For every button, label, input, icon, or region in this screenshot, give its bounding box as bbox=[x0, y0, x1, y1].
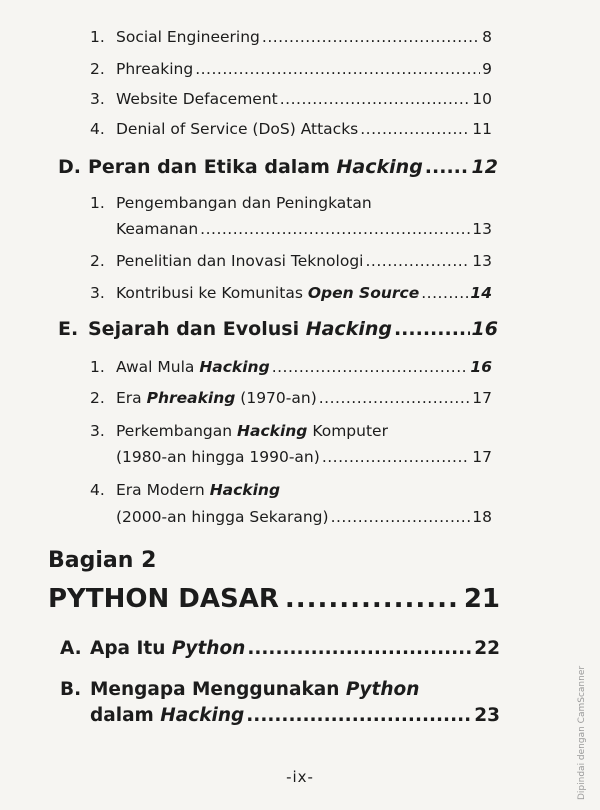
entry-label: Pengembangan dan Peningkatan bbox=[116, 194, 372, 212]
toc-entry bbox=[90, 60, 492, 78]
dot-leader bbox=[246, 705, 472, 726]
entry-label-emphasis: Open Source bbox=[307, 284, 420, 302]
entry-label-continued: (1980-an hingga 1990-an) bbox=[116, 448, 320, 466]
entry-number: 3. bbox=[90, 90, 105, 108]
dot-leader bbox=[262, 28, 480, 46]
toc-part-item-b-line2 bbox=[90, 705, 500, 726]
toc-part-item-b-line1 bbox=[60, 679, 500, 700]
entry-label: Awal Mula bbox=[116, 358, 200, 376]
toc-entry-line1 bbox=[90, 422, 492, 440]
entry-label-continued: (2000-an hingga Sekarang) bbox=[116, 508, 329, 526]
section-label: Mengapa Menggunakan bbox=[90, 679, 346, 700]
entry-number: 2. bbox=[90, 389, 105, 407]
section-label-emphasis: Python bbox=[345, 679, 420, 700]
toc-entry-line1 bbox=[90, 481, 492, 499]
dot-leader bbox=[421, 284, 468, 302]
entry-page: 10 bbox=[472, 90, 492, 108]
section-label: Apa Itu bbox=[90, 638, 172, 659]
section-letter: B. bbox=[60, 679, 82, 700]
toc-entry bbox=[90, 389, 492, 407]
section-page: 12 bbox=[471, 156, 498, 178]
toc-entry-line2 bbox=[116, 448, 492, 466]
dot-leader bbox=[247, 638, 472, 659]
section-label-emphasis: Python bbox=[171, 638, 246, 659]
entry-number: 3. bbox=[90, 422, 105, 440]
section-page: 23 bbox=[474, 705, 500, 726]
toc-entry-line1 bbox=[90, 194, 492, 212]
entry-label-suffix: Komputer bbox=[307, 422, 388, 440]
entry-label-emphasis: Hacking bbox=[199, 358, 270, 376]
entry-page: 13 bbox=[472, 220, 492, 238]
entry-page: 8 bbox=[482, 28, 492, 46]
toc-entry-line2 bbox=[116, 220, 492, 238]
entry-number: 1. bbox=[90, 194, 105, 212]
section-label-emphasis: Hacking bbox=[336, 156, 423, 178]
entry-label: Perkembangan bbox=[116, 422, 238, 440]
part-page: 21 bbox=[463, 584, 500, 614]
dot-leader bbox=[365, 252, 470, 270]
dot-leader bbox=[322, 448, 470, 466]
dot-leader bbox=[280, 90, 471, 108]
dot-leader bbox=[272, 358, 469, 376]
section-page: 22 bbox=[474, 638, 500, 659]
dot-leader bbox=[394, 318, 470, 340]
section-page: 16 bbox=[471, 318, 498, 340]
entry-label: Phreaking bbox=[116, 60, 194, 78]
section-label: Peran dan Etika dalam bbox=[88, 156, 337, 178]
section-label-continued: dalam bbox=[90, 705, 161, 726]
toc-entry bbox=[90, 284, 492, 302]
dot-leader bbox=[360, 120, 470, 138]
entry-page: 11 bbox=[472, 120, 492, 138]
entry-label-suffix: (1970-an) bbox=[235, 389, 317, 407]
entry-label: Website Defacement bbox=[116, 90, 278, 108]
part-label: Bagian 2 bbox=[48, 548, 157, 573]
part-title-row bbox=[48, 584, 500, 614]
toc-part-item-a bbox=[60, 638, 500, 659]
dot-leader bbox=[285, 584, 458, 614]
toc-entry-line2 bbox=[116, 508, 492, 526]
entry-page: 17 bbox=[472, 448, 492, 466]
entry-number: 4. bbox=[90, 120, 105, 138]
toc-entry bbox=[90, 252, 492, 270]
entry-label: Denial of Service (DoS) Attacks bbox=[116, 120, 359, 138]
entry-label: Penelitian dan Inovasi Teknologi bbox=[116, 252, 364, 270]
toc-entry bbox=[90, 90, 492, 108]
entry-number: 2. bbox=[90, 60, 105, 78]
entry-page: 17 bbox=[472, 389, 492, 407]
section-label: Sejarah dan Evolusi bbox=[88, 318, 306, 340]
entry-page: 18 bbox=[472, 508, 492, 526]
entry-number: 3. bbox=[90, 284, 105, 302]
entry-label-continued: Keamanan bbox=[116, 220, 199, 238]
page-number: -ix- bbox=[286, 768, 314, 786]
toc-entry bbox=[90, 120, 492, 138]
entry-page: 16 bbox=[470, 358, 492, 376]
entry-page: 9 bbox=[482, 60, 492, 78]
entry-number: 4. bbox=[90, 481, 105, 499]
dot-leader bbox=[195, 60, 480, 78]
dot-leader bbox=[425, 156, 470, 178]
entry-label: Social Engineering bbox=[116, 28, 260, 46]
toc-section-e bbox=[58, 318, 498, 340]
section-letter: A. bbox=[60, 638, 82, 659]
part-title: PYTHON DASAR bbox=[48, 584, 279, 614]
entry-label-emphasis: Hacking bbox=[237, 422, 308, 440]
toc-entry bbox=[90, 358, 492, 376]
entry-label-emphasis: Phreaking bbox=[146, 389, 236, 407]
entry-page: 13 bbox=[472, 252, 492, 270]
entry-label: Kontribusi ke Komunitas bbox=[116, 284, 308, 302]
dot-leader bbox=[200, 220, 470, 238]
dot-leader bbox=[319, 389, 471, 407]
entry-page: 14 bbox=[470, 284, 492, 302]
scanner-watermark: Dipindai dengan CamScanner bbox=[577, 665, 587, 800]
entry-number: 2. bbox=[90, 252, 105, 270]
entry-label: Era bbox=[116, 389, 147, 407]
dot-leader bbox=[331, 508, 471, 526]
entry-label: Era Modern bbox=[116, 481, 210, 499]
section-letter: D. bbox=[58, 156, 81, 178]
toc-entry bbox=[90, 28, 492, 46]
section-letter: E. bbox=[58, 318, 79, 340]
section-label-emphasis: Hacking bbox=[160, 705, 245, 726]
section-label-emphasis: Hacking bbox=[305, 318, 392, 340]
entry-number: 1. bbox=[90, 358, 105, 376]
entry-label-emphasis: Hacking bbox=[209, 481, 281, 499]
entry-number: 1. bbox=[90, 28, 105, 46]
toc-section-d bbox=[58, 156, 498, 178]
